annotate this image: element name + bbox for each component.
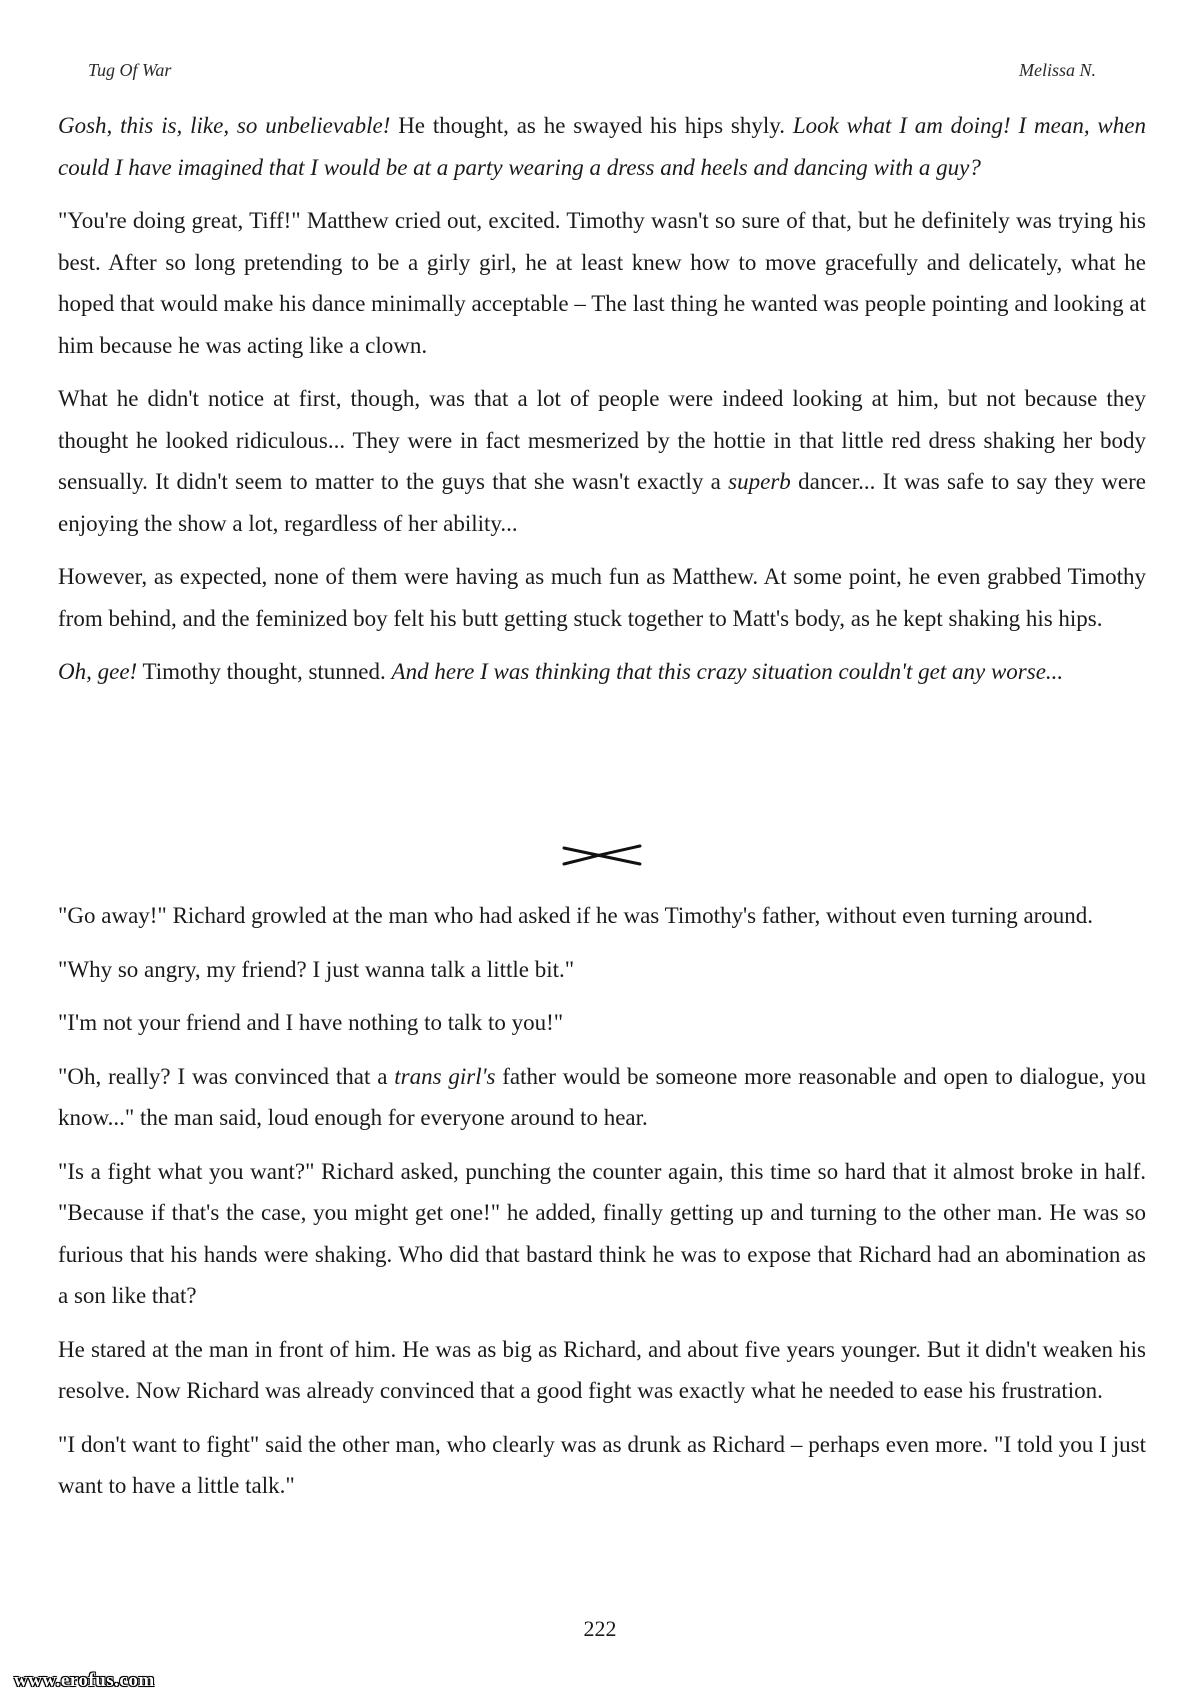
paragraph: "I'm not your friend and I have nothing to talk to you!"	[58, 1010, 564, 1035]
paragraph: However, as expected, none of them were having as much fun as Matthew. At some point, he even grabbed Timothy from behind, and the feminized boy felt his butt getting stuck together to Matt's body, as he kept shaking his hips.	[58, 564, 1146, 631]
text-run: What he didn't notice at first, though, was that a lot of people were indeed looking at him, but not because they thought he looked ridiculous... They were in fact mesmerized by the hottie in that little red dress shaking her body sensually. It didn't seem to matter to the guys that she wasn't exactly a	[58, 386, 1146, 494]
paragraph: "I don't want to fight" said the other man, who clearly was as drunk as Richard – perhaps even more. "I told you I just want to have a little talk."	[58, 1431, 1146, 1498]
page-number: 222	[583, 1616, 617, 1641]
text-run: He thought, as he swayed his hips shyly.	[390, 113, 793, 138]
italic-thought: Gosh, this is, like, so unbelievable!	[58, 113, 391, 138]
paragraph	[58, 378, 1146, 544]
italic-thought: Look what I am doing! I mean, when could I have imagined that I would be at a party wearing a dress and heels and dancing with a guy?	[58, 113, 1146, 180]
italic-word: trans girl's	[394, 1063, 496, 1089]
text-section-2	[58, 895, 1146, 1519]
watermark: www.erofus.com	[14, 1670, 155, 1691]
italic-thought: And here I was thinking that this crazy situation couldn't get any worse...	[391, 659, 1064, 684]
paragraph: "Is a fight what you want?" Richard asked, punching the counter again, this time so hard that it almost broke in half. "Because if that's the case, you might get one!" he added, finally getting up and turning to the other man. He was so furious that his hands were shaking. Who did that bastard think he was to expose that Richard had an abomination as a son like that?	[58, 1158, 1146, 1308]
italic-word: superb	[728, 469, 791, 494]
paragraph: "Go away!" Richard growled at the man who had asked if he was Timothy's father, without even turning around.	[58, 903, 1094, 928]
text-run: father would be someone more reasonable and open to dialogue, you know..." the man said, loud enough for everyone around to hear.	[58, 1063, 1146, 1130]
paragraph: "Why so angry, my friend? I just wanna talk a little bit."	[58, 956, 575, 982]
paragraph	[58, 1056, 1146, 1139]
crossed-lines-ornament-icon	[562, 842, 642, 868]
italic-thought: Oh, gee!	[58, 659, 138, 684]
text-run: Timothy thought, stunned.	[137, 659, 392, 684]
paragraph: "You're doing great, Tiff!" Matthew cried out, excited. Timothy wasn't so sure of that, but he definitely was trying his best. After so long pretending to be a girly girl, he at least knew how to move gracefully and delicately, what he hoped that would make his dance minimally acceptable – The last thing he wanted was people pointing and looking at him because he was acting like a clown.	[58, 208, 1146, 358]
book-title: Tug Of War	[88, 60, 172, 80]
text-run: "Oh, really? I was convinced that a	[58, 1063, 395, 1089]
author-name: Melissa N.	[1018, 60, 1096, 80]
paragraph: He stared at the man in front of him. He was as big as Richard, and about five years younger. But it didn't weaken his resolve. Now Richard was already convinced that a good fight was exactly what he needed to ease his frustration.	[58, 1336, 1146, 1403]
text-run: dancer... It was safe to say they were enjoying the show a lot, regardless of her ability...	[58, 469, 1146, 536]
paragraph	[58, 651, 1146, 693]
paragraph	[58, 105, 1146, 188]
text-section-1	[58, 105, 1146, 705]
